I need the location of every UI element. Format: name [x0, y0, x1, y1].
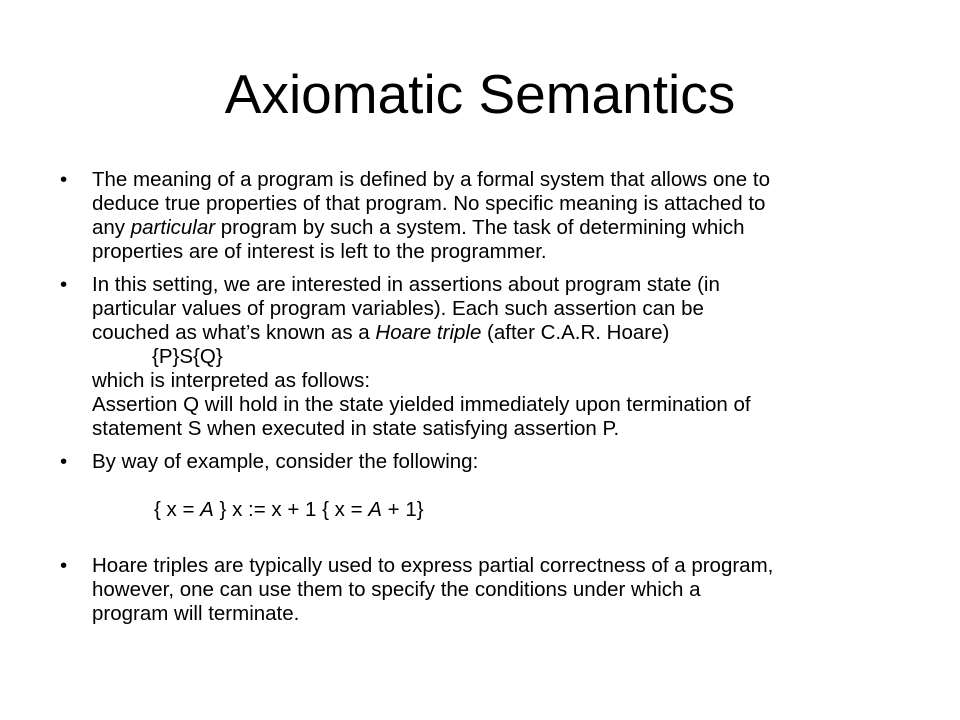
bullet-text-line: program will terminate.	[92, 602, 300, 625]
bullet-item-termination	[60, 554, 880, 626]
text-run: (after C.A.R. Hoare)	[481, 321, 670, 344]
bullet-text-line: particular values of program variables). Each such assertion can be	[92, 297, 704, 320]
text-run: any	[92, 216, 131, 239]
bullet-text-line: which is interpreted as follows:	[92, 369, 371, 392]
text-run: program by such a system. The task of determining which	[215, 216, 745, 239]
bullet-item-example	[60, 450, 880, 522]
bullet-item-hoare-triple	[60, 273, 880, 441]
bullet-text-line: deduce true properties of that program. No specific meaning is attached to	[92, 192, 766, 215]
bullet-glyph: •	[60, 273, 68, 296]
bullet-text-line: By way of example, consider the following:	[92, 450, 479, 473]
bullet-glyph: •	[60, 168, 68, 191]
text-run: } x := x + 1 { x =	[213, 498, 369, 521]
bullet-text-line	[92, 216, 880, 240]
bullet-text-line: In this setting, we are interested in assertions about program state (in	[92, 273, 720, 296]
text-run: { x =	[154, 498, 201, 521]
text-run: couched as what’s known as a	[92, 321, 376, 344]
bullet-text-line: statement S when executed in state satisfying assertion P.	[92, 417, 620, 440]
text-run: + 1}	[381, 498, 424, 521]
bullet-text-line	[92, 321, 880, 345]
bullet-text-line: The meaning of a program is defined by a formal system that allows one to	[92, 168, 770, 191]
bullet-item-definition	[60, 168, 880, 264]
bullet-text-line: properties are of interest is left to the programmer.	[92, 240, 547, 263]
bullet-text-line: however, one can use them to specify the conditions under which a	[92, 578, 701, 601]
example-formula	[92, 498, 880, 522]
bullet-text-line: Assertion Q will hold in the state yielded immediately upon termination of	[92, 393, 751, 416]
emphasis-text: particular	[130, 216, 216, 239]
slide-title: Axiomatic Semantics	[224, 63, 736, 125]
spacer	[60, 522, 880, 554]
bullet-glyph: •	[60, 450, 68, 473]
formula-variable: A	[368, 498, 382, 521]
bullet-list	[60, 168, 880, 626]
bullet-glyph: •	[60, 554, 68, 577]
bullet-text-line: Hoare triples are typically used to express partial correctness of a program,	[92, 554, 774, 577]
emphasis-text: Hoare triple	[375, 321, 482, 344]
formula-variable: A	[200, 498, 214, 521]
hoare-triple-notation: {P}S{Q}	[152, 345, 223, 368]
blank-line	[92, 474, 880, 498]
